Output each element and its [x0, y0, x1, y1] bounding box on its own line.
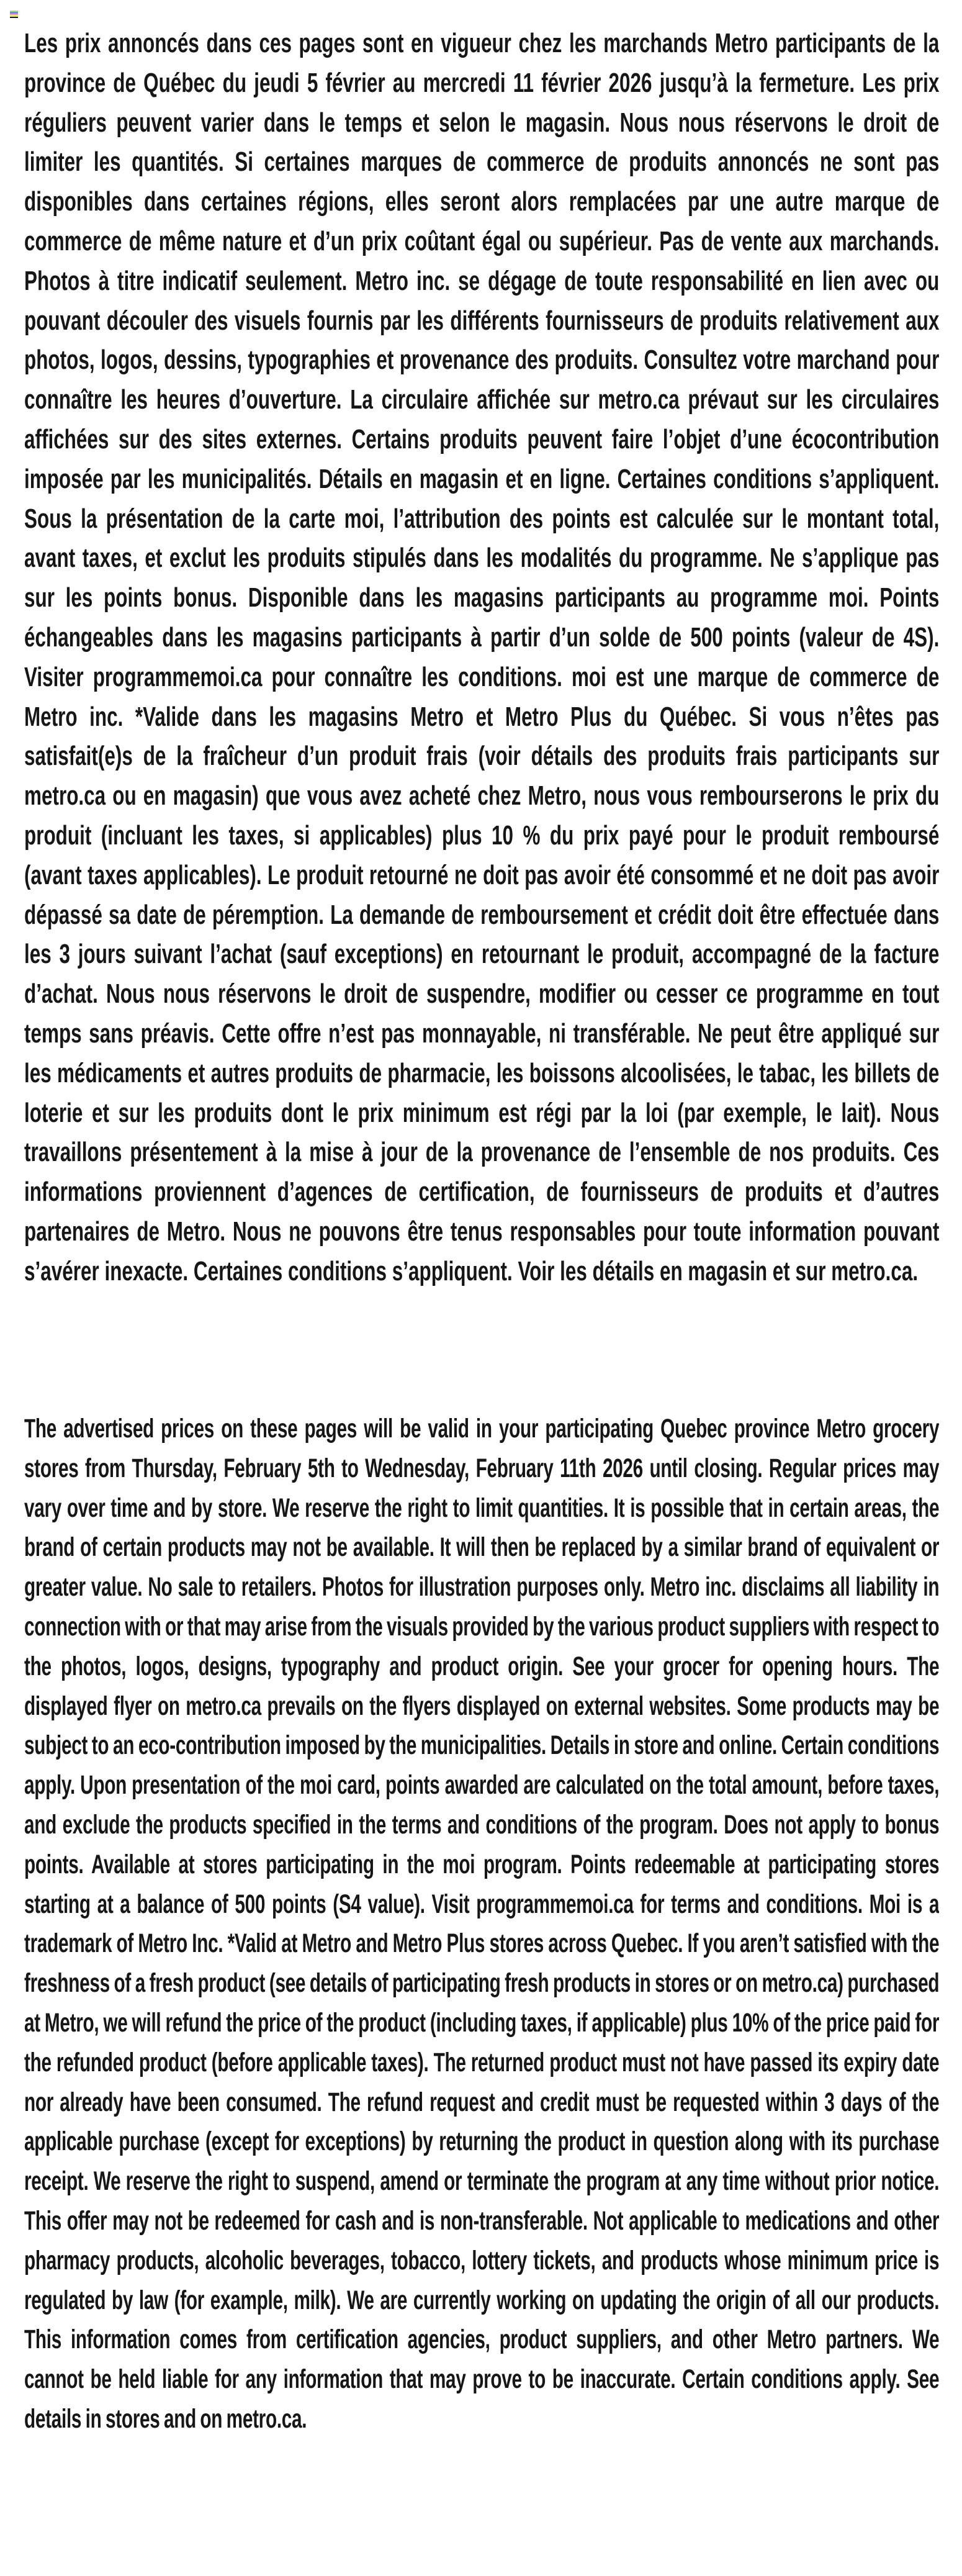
english-disclaimer-text: The advertised prices on these pages will be valid in your participating Quebec province Metro grocery stores from Thursday, February 5th to Wednesday, February 11th 2026 until closing. Regular prices may vary over time and by store. We reserve the right to limit quantities. It is possible that in certain areas, the brand of certain products may not be available. It will then be replaced by a similar brand of equivalent or greater value. No sale to retailers. Photos for illustration purposes only. Metro inc. disclaims all liability in connection with or that may arise from the visuals provided by the various product suppliers with respect to the photos, logos, designs, typography and product origin. See your grocer for opening hours. The displayed flyer on metro.ca prevails on the flyers displayed on external websites. Some products may be subject to an eco-contribution imposed by the municipalities. Details in store and online. Certain conditions apply. Upon presentation of the moi card, points awarded are calculated on the total amount, before taxes, and exclude the products specified in the terms and conditions of the program. Does not apply to bonus points. Available at stores participating in the moi program. Points redeemable at participating stores starting at a balance of 500 points (S4 value). Visit programmemoi.ca for terms and conditions. Moi is a trademark of Metro Inc. *Valid at Metro and Metro Plus stores across Quebec. If you aren’t satisfied with the freshness of a fresh product (see details of participating fresh products in stores or on metro.ca) purchased at Metro, we will refund the price of the product (including taxes, if applicable) plus 10% of the price paid for the refunded product (before applicable taxes). The returned product must not have passed its expiry date nor already have been consumed. The refund request and credit must be requested within 3 days of the applicable purchase (except for exceptions) by returning the product in question along with its purchase receipt. We reserve the right to suspend, amend or terminate the program at any time without prior notice. This offer may not be redeemed for cash and is non-transferable. Not applicable to medications and other pharmacy products, alcoholic beverages, tobacco, lottery tickets, and products whose minimum price is regulated by law (for example, milk). We are currently working on updating the origin of all our products. This information comes from certification agencies, product suppliers, and other Metro partners. We cannot be held liable for any information that may prove to be inaccurate. Certain conditions apply. See details in stores and on metro.ca. — [24, 1414, 939, 2434]
print-registration-mark-icon — [10, 11, 18, 18]
french-disclaimer-block — [24, 24, 939, 1386]
english-disclaimer-block — [24, 1409, 939, 2576]
french-disclaimer-text: Les prix annoncés dans ces pages sont en vigueur chez les marchands Metro participants de la province de Québec du jeudi 5 février au mercredi 11 février 2026 jusqu’à la fermeture. Les prix réguliers peuvent varier dans le temps et selon le magasin. Nous nous réservons le droit de limiter les quantités. Si certaines marques de commerce de produits annoncés ne sont pas disponibles dans certaines régions, elles seront alors remplacées par une autre marque de commerce de même nature et d’un prix coûtant égal ou supérieur. Pas de vente aux marchands. Photos à titre indicatif seulement. Metro inc. se dégage de toute responsabilité en lien avec ou pouvant découler des visuels fournis par les différents fournisseurs de produits relativement aux photos, logos, dessins, typographies et provenance des produits. Consultez votre marchand pour connaître les heures d’ouverture. La circulaire affichée sur metro.ca prévaut sur les circulaires affichées sur des sites externes. Certains produits peuvent faire l’objet d’une écocontribution imposée par les municipalités. Détails en magasin et en ligne. Certaines conditions s’appliquent. Sous la présentation de la carte moi, l’attribution des points est calculée sur le montant total, avant taxes, et exclut les produits stipulés dans les modalités du programme. Ne s’applique pas sur les points bonus. Disponible dans les magasins participants au programme moi. Points échangeables dans les magasins participants à partir d’un solde de 500 points (valeur de 4S). Visiter programmemoi.ca pour connaître les conditions. moi est une marque de commerce de Metro inc. *Valide dans les magasins Metro et Metro Plus du Québec. Si vous n’êtes pas satisfait(e)s de la fraîcheur d’un produit frais (voir détails des produits frais participants sur metro.ca ou en magasin) que vous avez acheté chez Metro, nous vous rembourserons le prix du produit (incluant les taxes, si applicables) plus 10 % du prix payé pour le produit remboursé (avant taxes applicables). Le produit retourné ne doit pas avoir été consommé et ne doit pas avoir dépassé sa date de péremption. La demande de remboursement et crédit doit être effectuée dans les 3 jours suivant l’achat (sauf exceptions) en retournant le produit, accompagné de la facture d’achat. Nous nous réservons le droit de suspendre, modifier ou cesser ce programme en tout temps sans préavis. Cette offre n’est pas monnayable, ni transférable. Ne peut être appliqué sur les médicaments et autres produits de pharmacie, les boissons alcoolisées, le tabac, les billets de loterie et sur les produits dont le prix minimum est régi par la loi (par exemple, le lait). Nous travaillons présentement à la mise à jour de la provenance de l’ensemble de nos produits. Ces informations proviennent d’agences de certification, de fournisseurs de produits et d’autres partenaires de Metro. Nous ne pouvons être tenus responsables pour toute information pouvant s’avérer inexacte. Certaines conditions s’appliquent. Voir les détails en magasin et sur metro.ca. — [24, 28, 939, 1286]
regmark-stripe — [10, 17, 18, 18]
